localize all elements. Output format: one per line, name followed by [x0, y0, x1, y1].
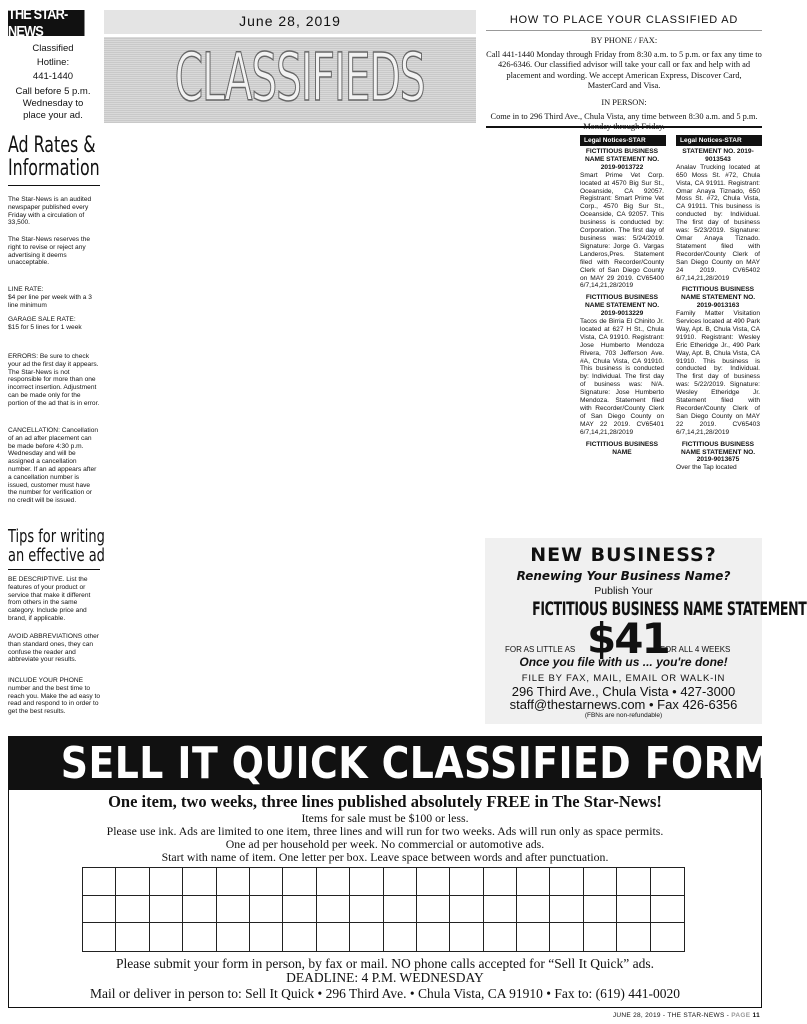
letter-box[interactable]	[384, 868, 417, 896]
letter-box[interactable]	[517, 896, 550, 924]
audited-text: The Star-News is an audited newspaper published every Friday with a circulation of 33,500.	[8, 196, 92, 227]
letter-box[interactable]	[116, 868, 149, 896]
submit-instructions: Please submit your form in person, by fax or mail. NO phone calls accepted for “Sell It Quick” ads.	[116, 956, 654, 971]
letter-box[interactable]	[651, 896, 684, 924]
star-news-logo: THE STAR-NEWS	[8, 10, 85, 36]
form-rule-line: Start with name of item. One letter per box. Leave space between words and after punctuation.	[161, 850, 609, 864]
letter-box[interactable]	[450, 923, 483, 951]
hotline-number: 441-1440	[32, 71, 74, 82]
letter-box[interactable]	[417, 868, 450, 896]
notice-title: FICTITIOUS BUSINESS NAME	[585, 440, 659, 456]
call-before-line: place your ad.	[23, 110, 83, 121]
letter-box[interactable]	[617, 923, 650, 951]
letter-box[interactable]	[384, 896, 417, 924]
notice-title: STATEMENT NO. 2019-9013543	[682, 148, 754, 163]
heading-line: an effective ad	[8, 545, 105, 566]
phone-heading: BY PHONE / FAX:	[590, 36, 658, 45]
form-rule-line: One ad per household per week. No commercial or automotive ads.	[225, 837, 545, 851]
howto-body	[486, 36, 762, 133]
new-business-title: NEW BUSINESS?	[530, 544, 717, 566]
issue-date: June 28, 2019	[239, 13, 341, 29]
heading-line: Ad Rates &	[8, 133, 96, 158]
letter-box[interactable]	[484, 868, 517, 896]
letter-box[interactable]	[350, 923, 383, 951]
form-subtitle: One item, two weeks, three lines published absolutely FREE in The Star-News!	[108, 792, 662, 811]
non-refundable-note: (FBNs are non-refundable)	[584, 712, 663, 719]
letter-box[interactable]	[617, 896, 650, 924]
legal-column	[676, 148, 760, 472]
letter-box[interactable]	[417, 923, 450, 951]
price-suffix: FOR ALL 4 WEEKS	[660, 645, 731, 654]
person-text: Come in to 296 Third Ave., Chula Vista, any time between 8:30 a.m. and 5 p.m. Monday through Friday.	[490, 111, 758, 132]
call-before-line: Call before 5 p.m.	[15, 86, 91, 97]
phone-text: Call 441-1440 Monday through Friday from 8:30 a.m. to 5 p.m. or fax any time to 426-6346. Our classified advisor will take your call or fax and help with ad placement and wording. We accept American Express, Discover Card, MasterCard and Visa.	[486, 49, 762, 91]
cancellation-text: CANCELLATION: Cancellation of an ad after placement can be made before 4:30 p.m. Wednesday and will be assigned a cancellation number. If an ad appears after a cancellation number is issued, customer must have the number for verification or no credit will be issued.	[8, 427, 99, 505]
letter-box[interactable]	[517, 923, 550, 951]
notice-title: FICTITIOUS BUSINESS NAME STATEMENT NO. 2019-9013722	[584, 148, 660, 171]
letter-box[interactable]	[217, 896, 250, 924]
garage-rate-text: $15 for 5 lines for 1 week	[8, 324, 82, 331]
notice-body: Tacos de Birria El Chinito Jr. located at 627 H St., Chula Vista, CA 91910. Registrant: Jose Humberto Mendoza Rivera, 703 Jefferson Ave. #A, Chula Vista, CA 91910. This business is conducted by: Individual. The first day of business was: N/A. Signature: Jose Humberto Mendoza. Statement filed with Recorder/County Clerk of San Diego County on MAY 22 2019. CV65401 6/7,14,21,28/2019	[580, 318, 664, 436]
letter-box[interactable]	[584, 896, 617, 924]
legal-column	[580, 148, 664, 456]
letter-box[interactable]	[150, 868, 183, 896]
letter-box[interactable]	[484, 923, 517, 951]
letter-box[interactable]	[283, 896, 316, 924]
tip-abbreviations: AVOID ABBREVIATIONS other than standard ones, they can confuse the reader and abbreviate your results.	[8, 633, 99, 664]
form-rule-line: Items for sale must be $100 or less.	[301, 811, 469, 825]
letter-box[interactable]	[150, 923, 183, 951]
notice-body: Over the Tap located	[676, 464, 737, 472]
letter-box[interactable]	[517, 868, 550, 896]
tips-heading	[8, 527, 105, 565]
errors-text: ERRORS: Be sure to check your ad the first day it appears. The Star-News is not responsible for more than one incorrect insertion. Adjustment can be made only for the portion of the ad that is in error.	[8, 353, 100, 407]
letter-box[interactable]	[183, 896, 216, 924]
call-before-note	[8, 86, 98, 122]
file-by-text: FILE BY FAX, MAIL, EMAIL OR WALK-IN	[521, 673, 726, 684]
letter-box[interactable]	[417, 896, 450, 924]
footer-page-label: PAGE	[731, 1012, 751, 1019]
tip-descriptive: BE DESCRIPTIVE. List the features of your product or service that make it different from others in the same category. Include price and brand, if applicable.	[8, 576, 91, 622]
letter-box[interactable]	[250, 868, 283, 896]
letter-box[interactable]	[116, 923, 149, 951]
letter-box[interactable]	[83, 868, 116, 896]
letter-box[interactable]	[350, 868, 383, 896]
letter-box[interactable]	[584, 923, 617, 951]
letter-box[interactable]	[283, 868, 316, 896]
letter-box[interactable]	[250, 923, 283, 951]
letter-box[interactable]	[550, 923, 583, 951]
legal-notices-header: Legal Notices-STAR	[676, 135, 762, 146]
ad-email: staff@thestarnews.com • Fax 426-6356	[509, 697, 738, 712]
classifieds-title: CLASSIFIEDS	[174, 39, 425, 116]
line-rate-label: LINE RATE:	[8, 286, 44, 293]
fbn-title: FICTITIOUS BUSINESS NAME STATEMENT	[532, 598, 807, 620]
letter-box[interactable]	[83, 896, 116, 924]
form-title: SELL IT QUICK CLASSIFIED FORM	[60, 738, 772, 789]
divider	[8, 569, 100, 570]
form-rule-line: Please use ink. Ads are limited to one item, three lines and will run for two weeks. Ads will run only as space permits.	[106, 824, 664, 838]
letter-box[interactable]	[217, 868, 250, 896]
classified-hotline	[8, 42, 98, 84]
letter-box[interactable]	[350, 896, 383, 924]
letter-box[interactable]	[283, 923, 316, 951]
once-text: Once you file with us ... you're done!	[519, 655, 728, 669]
letter-box[interactable]	[584, 868, 617, 896]
heading-line: Information	[8, 156, 100, 181]
letter-box[interactable]	[317, 923, 350, 951]
person-heading: IN PERSON:	[601, 97, 647, 107]
letter-box[interactable]	[450, 868, 483, 896]
howto-title: HOW TO PLACE YOUR CLASSIFIED AD	[509, 14, 739, 26]
divider	[486, 30, 762, 31]
call-before-line: Wednesday to	[22, 98, 84, 109]
letter-box[interactable]	[550, 868, 583, 896]
letter-box[interactable]	[550, 896, 583, 924]
divider	[486, 126, 762, 128]
letter-box[interactable]	[183, 923, 216, 951]
letter-box[interactable]	[317, 896, 350, 924]
notice-body: Family Matter Visitation Services located at 490 Park Way, Apt. B, Chula Vista, CA 91910. Registrant: Wesley Eric Etheridge Jr., 490 Park Way, Apt. B, Chula Vista, CA 91910. This business is conducted by: Individual. The first day of business was: 5/22/2019. Signature: Wesley Etheridge Jr. Statement filed with Recorder/County Clerk of San Diego County on MAY 22 2019. CV65403 6/7,14,21,28/2019	[676, 310, 760, 436]
mail-address: Mail or deliver in person to: Sell It Quick • 296 Third Ave. • Chula Vista, CA 91910 • Fax to: (619) 441-0020	[89, 986, 681, 1001]
letter-box[interactable]	[317, 868, 350, 896]
letter-box-grid[interactable]	[82, 867, 685, 952]
garage-rate-label: GARAGE SALE RATE:	[8, 316, 76, 323]
line-rate-text: $4 per line per week with a 3 line minimum	[8, 294, 92, 309]
renew-text: Renewing Your Business Name?	[516, 569, 731, 583]
ad-rates-heading	[8, 134, 100, 180]
hotline-line: Hotline:	[36, 57, 70, 68]
notice-title: FICTITIOUS BUSINESS NAME STATEMENT NO. 2019-9013675	[680, 440, 756, 464]
deadline: DEADLINE: 4 P.M. WEDNESDAY	[286, 970, 484, 985]
letter-box[interactable]	[150, 896, 183, 924]
notice-body: Smart Prime Vet Corp. located at 4570 Big Sur St., Oceanside, CA 92057. Registrant: Smart Prime Vet Corp., 4570 Big Sur St., Oceanside, CA 92057. This business is conducted by: Corporation. The first day of business was: 5/24/2019. Signature: Jorge G. Vargas Landeros,Pres. Statement filed with Recorder/County Clerk of San Diego County on MAY 29 2019. CV65400 6/7,14,21,28/2019	[580, 171, 664, 290]
letter-box[interactable]	[617, 868, 650, 896]
letter-box[interactable]	[116, 896, 149, 924]
notice-title: FICTITIOUS BUSINESS NAME STATEMENT NO. 2019-9013229	[584, 294, 660, 318]
letter-box[interactable]	[450, 896, 483, 924]
heading-line: Tips for writing	[8, 526, 105, 547]
footer-text: JUNE 28, 2019 - THE STAR-NEWS -	[612, 1012, 732, 1019]
letter-box[interactable]	[651, 923, 684, 951]
reserve-text: The Star-News reserves the right to revise or reject any advertising it deems unacceptable.	[8, 236, 91, 267]
price-prefix: FOR AS LITTLE AS	[505, 645, 576, 654]
tip-phone: INCLUDE YOUR PHONE number and the best time to reach you. Make the ad easy to read and respond to in order to get the best results.	[8, 677, 101, 716]
divider	[8, 185, 100, 186]
letter-box[interactable]	[384, 923, 417, 951]
hotline-line: Classified	[32, 43, 74, 54]
letter-box[interactable]	[183, 868, 216, 896]
notice-title: FICTITIOUS BUSINESS NAME STATEMENT NO. 2019-9013163	[680, 286, 756, 310]
letter-box[interactable]	[250, 896, 283, 924]
publish-text: Publish Your	[594, 585, 653, 597]
ad-address: 296 Third Ave., Chula Vista • 427-3000	[511, 684, 736, 699]
letter-box[interactable]	[217, 923, 250, 951]
classifieds-banner	[104, 37, 476, 123]
page-footer	[613, 1012, 760, 1019]
notice-body: Analav Trucking located at 650 Moss St. #72, Chula Vista, CA 91911. Registrant: Omar Anaya Tiznado, 650 Moss St. #72, Chula Vista, CA 91911. This business is conducted by: Individual. The first day of business was: 5/23/2019. Signature: Omar Anaya Tiznado. Statement filed with Recorder/County Clerk of San Diego County on MAY 24 2019. CV65402 6/7,14,21,28/2019	[676, 163, 760, 282]
letter-box[interactable]	[83, 923, 116, 951]
letter-box[interactable]	[651, 868, 684, 896]
letter-box[interactable]	[484, 896, 517, 924]
legal-notices-header: Legal Notices-STAR	[580, 135, 666, 146]
price: $41	[587, 614, 669, 663]
page-number: 11	[752, 1012, 760, 1019]
